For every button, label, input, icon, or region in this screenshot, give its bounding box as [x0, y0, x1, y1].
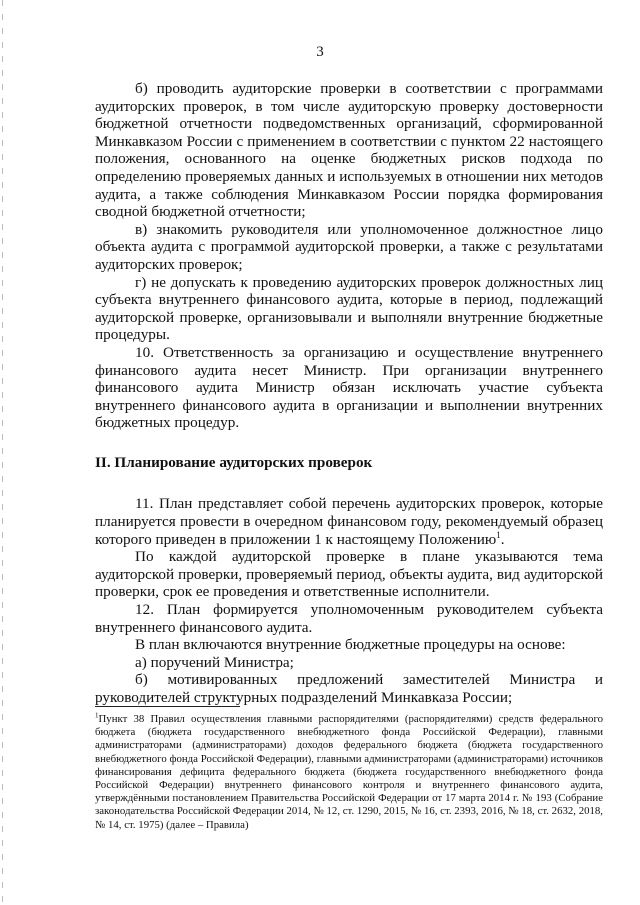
paragraph-12a: а) поручений Министра; [135, 653, 294, 671]
page-number: 3 [316, 44, 324, 60]
footnote-text: Пункт 38 Правил осуществления главными распорядителями (распорядителями) средств федерального бюджета (бюджета государственного внебюджетного фонда Российской Федерации), главными администраторами (администраторами) доходов федерального бюджета (бюджета государственного внебюджетного фонда Российской Федерации), главными администраторами (администраторами) источников финансирования дефицита федерального бюджета (бюджета государственного внебюджетного фонда Российской Федерации) внутреннего финансового контроля и внутреннего финансового аудита, утверждёнными постановлением Правительства Российской Федерации от 17 марта 2014 г. № 193 (Собрание законодательства Российской Федерации 2014, № 12, ст. 1290, 2015, № 16, ст. 2393, 2016, № 18, ст. 2632, 2018, № 14, ст. 1975) (далее – Правила) [95, 713, 603, 831]
paragraph-10: 10. Ответственность за организацию и осуществление внутреннего финансового аудита несет Министр. При организации внутреннего финансового аудита Министр обязан исключать участие субъекта внутреннего финансового аудита в организации и выполнении внутренних бюджетных процедур. [95, 343, 603, 432]
document-body [95, 80, 603, 707]
paragraph-9v: в) знакомить руководителя или уполномоченное должностное лицо объекта аудита с программой аудиторской проверки, а также с результатами аудиторских проверок; [95, 220, 603, 273]
footnote-separator [95, 706, 240, 707]
paragraph-11-text: 11. План представляет собой перечень аудиторских проверок, которые планируется провести в очередном финансовом году, рекомендуемый образец которого приведен в приложении 1 к настоящему Положению [95, 495, 603, 548]
paragraph-11-topics: По каждой аудиторской проверке в плане указываются тема аудиторской проверки, проверяемый период, объекты аудита, вид аудиторской проверки, срок ее проведения и ответственные исполнители. [95, 548, 603, 601]
paragraph-12b: б) мотивированных предложений заместителей Министра и руководителей структурных подразделений Минкавказа России; [95, 671, 603, 706]
paragraph-11-end: . [500, 530, 505, 548]
footnote [95, 713, 603, 832]
footnote-marker: 1 [95, 711, 99, 720]
paragraph-11 [95, 495, 603, 548]
paragraph-9g: г) не допускать к проведению аудиторских проверок должностных лиц субъекта внутреннего финансового аудита, которые в период, подлежащий аудиторской проверке, организовывали и выполняли внутренние бюджетные процедуры. [95, 273, 603, 344]
paragraph-12-basis: В план включаются внутренние бюджетные процедуры на основе: [135, 636, 566, 654]
paragraph-12: 12. План формируется уполномоченным руководителем субъекта внутреннего финансового аудита. [95, 601, 603, 636]
scan-margin-line [2, 0, 3, 905]
section-heading: II. Планирование аудиторских проверок [95, 453, 373, 471]
footnote-reference: 1 [496, 529, 501, 540]
paragraph-9b: б) проводить аудиторские проверки в соответствии с программами аудиторских проверок, в том числе аудиторскую проверку достоверности бюджетной отчетности подведомственных организаций, сформированной Минкавказом России с применением в соответствии с пунктом 22 настоящего положения, основанного на оценке бюджетных рисков подхода по определению проверяемых данных и используемых в отношении них методов аудита, а также соблюдения Минкавказом России порядка формирования сводной бюджетной отчетности; [95, 80, 603, 221]
